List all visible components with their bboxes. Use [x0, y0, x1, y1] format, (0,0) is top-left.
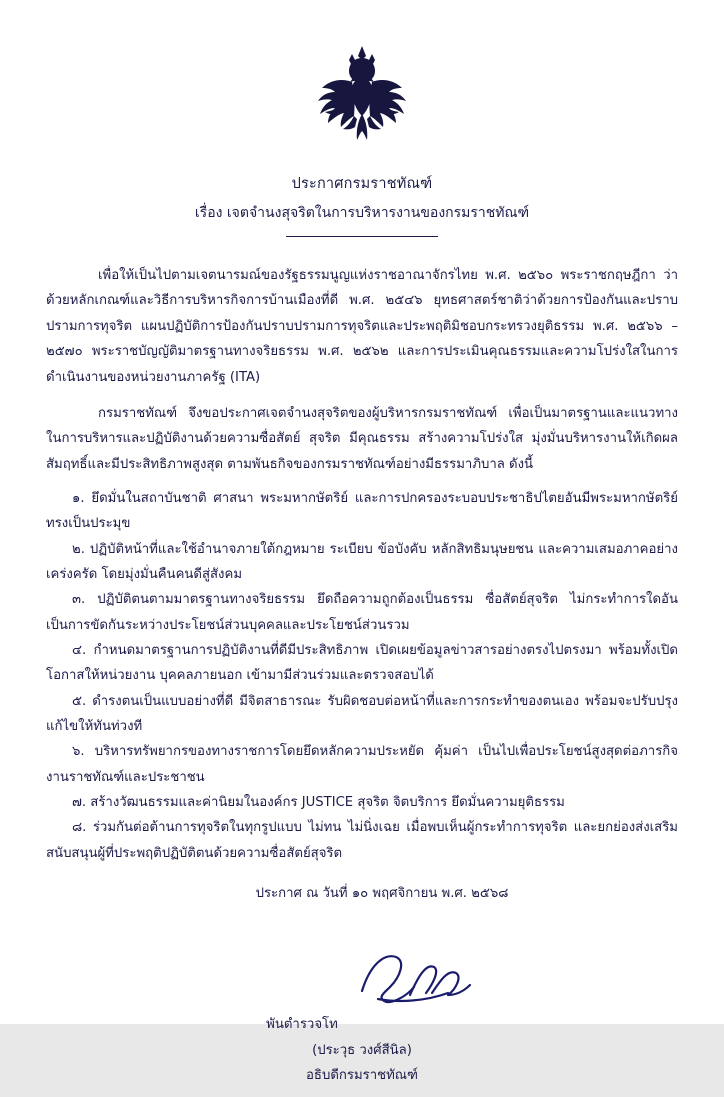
paragraph-1: เพื่อให้เป็นไปตามเจตนารมณ์ของรัฐธรรมนูญแห่งราชอาณาจักรไทย พ.ศ. ๒๕๖๐ พระราชกฤษฎีกา ว่าด้วยหลักเกณฑ์และวิธีการบริหารกิจการบ้านเมืองที่ดี พ.ศ. ๒๕๔๖ ยุทธศาสตร์ชาติว่าด้วยการป้องกันและปราบปรามการทุจริต แผนปฏิบัติการป้องกันปราบปรามการทุจริตและประพฤติมิชอบกระทรวงยุติธรรม พ.ศ. ๒๕๖๖ – ๒๕๗๐ พระราชบัญญัติมาตรฐานทางจริยธรรม พ.ศ. ๒๕๖๒ และการประเมินคุณธรรมและความโปร่งใสในการดำเนินงานของหน่วยงานภาครัฐ (ITA)	[46, 268, 678, 385]
signature-block	[0, 947, 724, 1097]
list-item: ๖. บริหารทรัพยากรของทางราชการโดยยึดหลักความประหยัด คุ้มค่า เป็นไปเพื่อประโยชน์สูงสุดต่อภารกิจงานราชทัณฑ์และประชาชน	[46, 744, 678, 785]
signer-role: อธิบดีกรมราชทัณฑ์	[306, 1068, 418, 1084]
commitment-list	[46, 486, 678, 866]
list-item: ๔. กำหนดมาตรฐานการปฏิบัติงานที่ดีมีประสิทธิภาพ เปิดเผยข้อมูลข่าวสารอย่างตรงไปตรงมา พร้อมทั้งเปิดโอกาสให้หน่วยงาน บุคคลภายนอก เข้ามามีส่วนร่วมและตรวจสอบได้	[46, 642, 678, 684]
signer-rank: พันตำรวจโท	[266, 1017, 338, 1033]
announced-date: ประกาศ ณ วันที่ ๑๐ พฤศจิกายน พ.ศ. ๒๕๖๘	[255, 886, 509, 902]
document-subject: เรื่อง เจตจำนงสุจริตในการบริหารงานของกรมราชทัณฑ์	[194, 204, 530, 221]
header-divider	[286, 236, 438, 237]
document-body	[46, 263, 678, 866]
page-title: ประกาศกรมราชทัณฑ์	[291, 176, 433, 192]
list-item: ๗. สร้างวัฒนธรรมและค่านิยมในองค์กร JUSTICE สุจริต จิตบริการ ยึดมั่นความยุติธรรม	[72, 795, 565, 811]
list-item: ๒. ปฏิบัติหน้าที่และใช้อำนาจภายใต้กฎหมาย ระเบียบ ข้อบังคับ หลักสิทธิมนุษยชน และความเสมอภาคอย่างเคร่งครัด โดยมุ่งมั่นคืนคนดีสู่สังคม	[46, 541, 678, 582]
emblem-container	[0, 0, 724, 148]
list-item: ๘. ร่วมกันต่อต้านการทุจริตในทุกรูปแบบ ไม่ทน ไม่นิ่งเฉย เมื่อพบเห็นผู้กระทำการทุจริต และยกย่องส่งเสริมสนับสนุนผู้ที่ประพฤติปฏิบัติตนด้วยความซื่อสัตย์สุจริต	[46, 820, 678, 861]
handwritten-signature-icon	[348, 947, 478, 1011]
list-item: ๑. ยึดมั่นในสถาบันชาติ ศาสนา พระมหากษัตริย์ และการปกครองระบอบประชาธิปไตยอันมีพระมหากษัตริย์ทรงเป็นประมุข	[46, 490, 678, 532]
signer-name: (ประวุธ วงศ์สีนิล)	[312, 1043, 412, 1059]
list-item: ๓. ปฏิบัติตนตามมาตรฐานทางจริยธรรม ยึดถือความถูกต้องเป็นธรรม ซื่อสัตย์สุจริต ไม่กระทำการใดอันเป็นการขัดกันระหว่างประโยชน์ส่วนบุคคลและประโยชน์ส่วนรวม	[46, 592, 678, 633]
paragraph-2: กรมราชทัณฑ์ จึงขอประกาศเจตจำนงสุจริตของผู้บริหารกรมราชทัณฑ์ เพื่อเป็นมาตรฐานและแนวทางในการบริหารและปฏิบัติงานด้วยความซื่อสัตย์ สุจริต มีคุณธรรม สร้างความโปร่งใส มุ่งมั่นบริหารงานให้เกิดผลสัมฤทธิ์และมีประสิทธิภาพสูงสุด ตามพันธกิจของกรมราชทัณฑ์อย่างมีธรรมาภิบาล ดังนี้	[46, 405, 678, 472]
garuda-emblem-icon	[306, 44, 418, 148]
document-header	[0, 174, 724, 237]
list-item: ๕. ดำรงตนเป็นแบบอย่างที่ดี มีจิตสาธารณะ รับผิดชอบต่อหน้าที่และการกระทำของตนเอง พร้อมจะปรับปรุงแก้ไขให้ทันท่วงที	[46, 693, 678, 734]
